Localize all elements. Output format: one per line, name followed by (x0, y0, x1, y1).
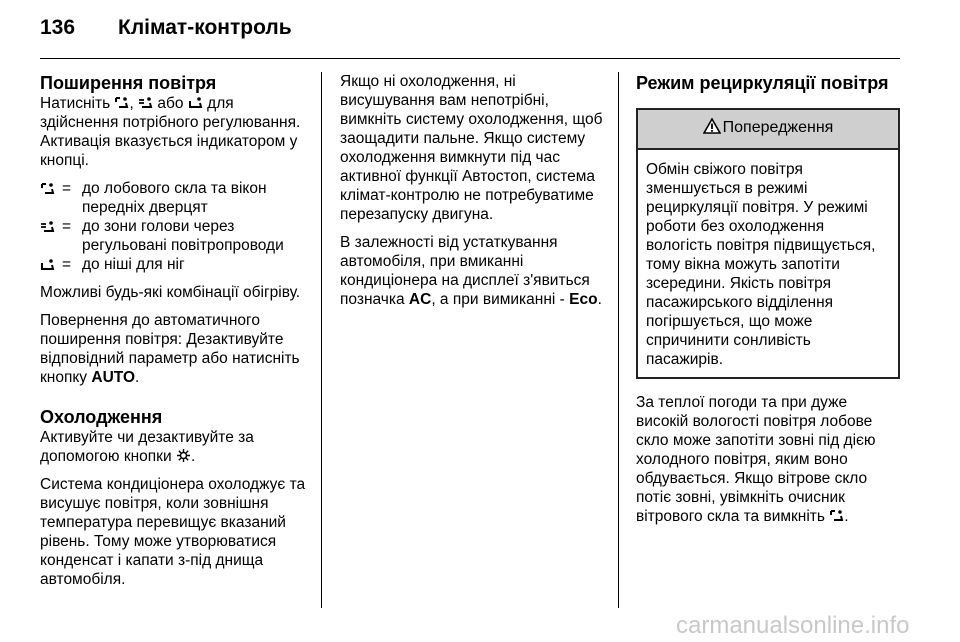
head-airflow-icon (138, 96, 153, 109)
head-airflow-icon (40, 220, 55, 233)
footwell-airflow-icon (188, 96, 203, 109)
display-indicator-note: В залежності від устаткування автомобіля, при вмиканні кондиціонера на дисплеї з'явиться позначка AC, а при вимиканні - Eco. (340, 234, 602, 308)
cooling-description: Система кондиціонера охолоджує та висушує повітря, коли зовнішня температура перевищує вказаний рівень. Тому може утворюватися конденсат і капати з-під днища автомобіля. (40, 476, 306, 588)
list-item: = до ніші для ніг (40, 255, 310, 275)
warning-text: Обмін свіжого повітря зменшується в режимі рециркуляції повітря. У режимі роботи без охолодження вологість повітря підвищується, тому вікна можуть запотіти зсередини. Якість повітря пасажирського відділення погіршується, що може спричинити сонливість пасажирів. (646, 161, 876, 368)
warning-triangle-icon (703, 118, 721, 142)
air-distribution-heading: Поширення повітря (40, 73, 217, 93)
warning-header (638, 110, 898, 150)
page-title: Клімат-контроль (118, 16, 292, 39)
cooling-off-note: Якщо ні охолодження, ні висушування вам непотрібні, вимкніть систему охолодження, щоб заощадити пальне. Якщо систему охолодження вимкнути під час активної функції Автостоп, система клімат-контролю не потребуватиме перезапуску двигуна. (340, 73, 603, 223)
eco-indicator-label: Eco (569, 291, 598, 308)
recirculation-heading: Режим рециркуляції повітря (636, 73, 889, 93)
fogging-note: За теплої погоди та при дуже високій вологості повітря лобове скло може запотіти зовні під дією холодного повітря, яким воно обдувається. Якщо вітрове скло потіє зовні, увімкніть очисник вітрового скла та вимкніть . (636, 394, 876, 525)
column-3 (636, 72, 900, 535)
air-distribution-intro: Натисніть , або для здійснення потрібного регулювання. Активація вказується індикатором у кнопці. (40, 95, 301, 169)
list-item: = до лобового скла та вікон передніх дверцят (40, 179, 310, 217)
ac-indicator-label: AC (408, 291, 432, 308)
warning-box (636, 108, 900, 379)
column-divider-2 (618, 72, 619, 608)
list-item: = до зони голови через регульовані повітропроводи (40, 217, 310, 255)
watermark: carmanualsonline.info (676, 612, 910, 639)
warning-title: Попередження (722, 119, 834, 136)
column-divider-1 (321, 72, 322, 608)
column-2 (340, 72, 606, 318)
auto-button-label: AUTO (91, 369, 136, 386)
snowflake-icon (176, 449, 191, 462)
footwell-airflow-icon (40, 258, 55, 271)
windscreen-airflow-icon (829, 509, 844, 522)
windscreen-airflow-icon (40, 182, 55, 195)
column-1 (40, 72, 310, 598)
cooling-heading: Охолодження (40, 407, 163, 427)
header-rule (40, 58, 900, 59)
air-distribution-list (40, 179, 310, 275)
auto-return-note: Повернення до автоматичного поширення повітря: Дезактивуйте відповідний параметр або натисніть кнопку AUTO. (40, 312, 300, 386)
combination-note: Можливі будь-які комбінації обігріву. (40, 284, 301, 301)
cooling-intro: Активуйте чи дезактивуйте за допомогою кнопки . (40, 429, 254, 465)
windscreen-airflow-icon (114, 96, 129, 109)
page-number: 136 (40, 16, 76, 39)
